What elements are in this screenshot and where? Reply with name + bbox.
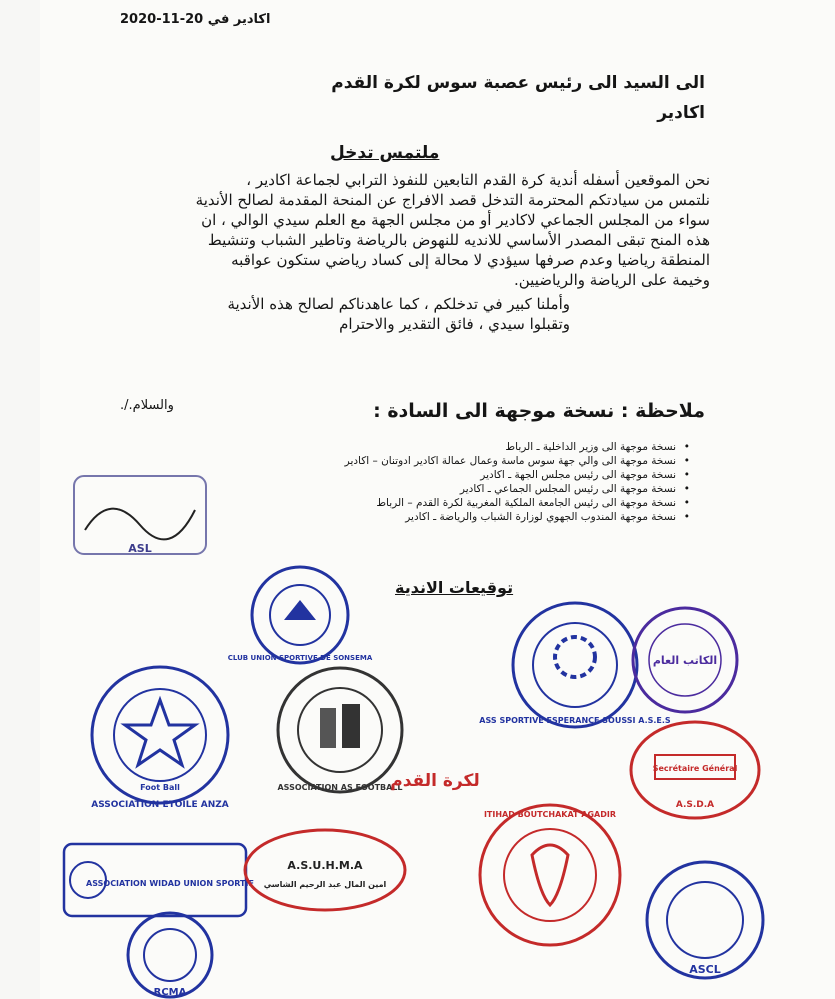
document-page bbox=[40, 0, 835, 999]
stamp-text: ASSOCIATION AS FOOTBALL bbox=[277, 783, 403, 792]
stamp-text: ASS SPORTIVE ESPERANCE SOUSSI A.S.E.S bbox=[479, 716, 671, 725]
stamp-text: A.S.D.A bbox=[675, 800, 715, 810]
body-line: سواء من المجلس الجماعي لاكادير أو من مجلس الجهة مع العلم سيدي الوالي ، ان bbox=[201, 211, 710, 229]
list-item: • نسخة موجهة الى رئيس مجلس الجهة ـ اكادير bbox=[170, 468, 690, 482]
body-line: وخيمة على الرياضة والرياضيين. bbox=[514, 271, 710, 289]
stamp-text: لكرة القدم bbox=[390, 771, 480, 791]
copies-list bbox=[170, 440, 690, 524]
note-title: ملاحظة : نسخة موجهة الى السادة : bbox=[373, 400, 705, 422]
subject-heading: ملتمس تدخل bbox=[330, 143, 440, 163]
recipient-block bbox=[105, 68, 705, 128]
stamp-text: Foot Ball bbox=[140, 783, 180, 792]
signatures-title: توقيعات الاندية bbox=[395, 578, 514, 597]
stamp-ascl bbox=[640, 855, 770, 985]
stamp-ussa bbox=[227, 560, 373, 670]
list-item: • نسخة موجهة المندوب الجهوي لوزارة الشباب والرياضة ـ اكادير bbox=[170, 510, 690, 524]
stamp-text: ITIHAD BOUTCHAKAT AGADIR bbox=[483, 810, 617, 819]
stamp-text: A.S.U.H.M.A bbox=[287, 859, 363, 872]
list-item: • نسخة موجهة الى وزير الداخلية ـ الرباط bbox=[170, 440, 690, 454]
stamp-text: ASSOCIATION ETOILE ANZA bbox=[91, 800, 229, 810]
stamp-text: ASCL bbox=[689, 963, 721, 976]
stamp-asl bbox=[70, 470, 210, 560]
recipient-line-2: اكادير bbox=[657, 103, 705, 123]
stamp-rcma bbox=[115, 905, 225, 999]
list-item: • نسخة موجهة الى رئيس الجامعة الملكية المغربية لكرة القدم – الرباط bbox=[170, 496, 690, 510]
stamp-text: CLUB UNION SPORTIVE DE SONSEMA bbox=[227, 654, 373, 662]
stamp-asuhma bbox=[240, 825, 410, 915]
stamp-text: امين المال عبد الرحيم الشاسي bbox=[263, 880, 387, 889]
body-line: نحن الموقعين أسفله أندية كرة القدم التابعين للنفوذ الترابي لجماعة اكادير ، bbox=[246, 171, 710, 189]
body-line: هذه المنح تبقى المصدر الأساسي للانديه للنهوض بالرياضة وتاطير الشباب وتنشيط bbox=[207, 231, 710, 249]
list-item: • نسخة موجهة الى والي جهة سوس ماسة وعمال عمالة اكادير ادوتنان – اكادير bbox=[170, 454, 690, 468]
stamp-katib bbox=[620, 600, 750, 720]
stamp-text: Secrétaire Général bbox=[652, 764, 738, 773]
body-line: نلتمس من سيادتكم المحترمة التدخل قصد الافراج عن المنحة المقدمة لصالح الأندية bbox=[195, 191, 710, 209]
stamp-asda bbox=[625, 715, 765, 825]
stamp-text: ASSOCIATION WIDAD UNION SPORTIF bbox=[86, 879, 254, 888]
stamp-text: ASL bbox=[128, 542, 152, 555]
stamp-text: RCMA bbox=[153, 987, 187, 998]
closing-line: وتقبلوا سيدي ، فائق التقدير والاحترام bbox=[339, 315, 570, 333]
stamp-etoile bbox=[85, 655, 235, 815]
document-date: اكادير في 20-11-2020 bbox=[120, 12, 271, 27]
closing-line: وأملنا كبير في تدخلكم ، كما عاهدناكم لصالح هذه الأندية bbox=[227, 295, 570, 313]
stamp-foot-red bbox=[380, 760, 490, 800]
stamp-ittihad bbox=[470, 795, 630, 955]
stamp-text: الكاتب العام bbox=[652, 654, 718, 667]
letter-body bbox=[70, 170, 710, 334]
list-item: • نسخة موجهة الى رئيس المجلس الجماعي ـ اكادير bbox=[170, 482, 690, 496]
recipient-line-1: الى السيد الى رئيس عصبة سوس لكرة القدم bbox=[331, 73, 705, 93]
salam-text: والسلام./. bbox=[120, 398, 174, 413]
body-line: المنطقة رياضيا وعدم صرفها سيؤدي لا محالة إلى كساد رياضي ستكون عواقبه bbox=[231, 251, 710, 269]
